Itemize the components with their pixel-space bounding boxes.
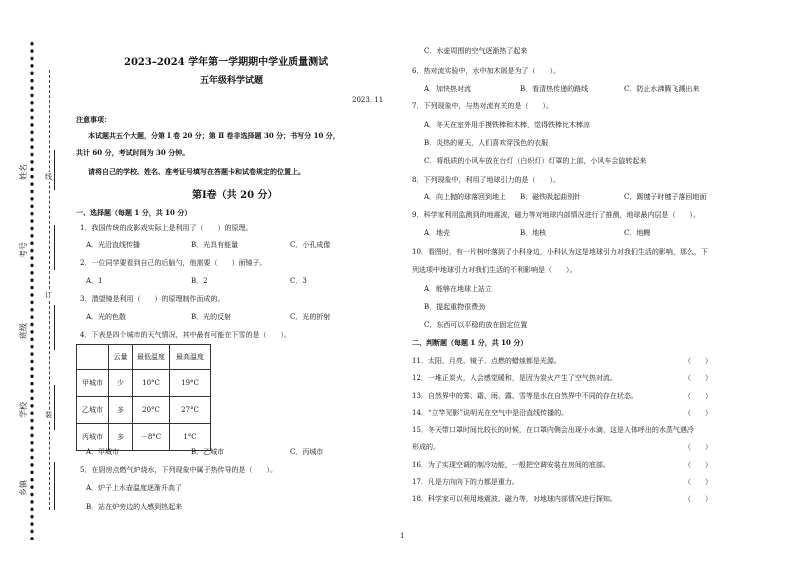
judge-item-14: 14．“立竿见影”说明光在空气中是沿直线传播的。 bbox=[412, 409, 569, 417]
answer-bracket: （ ） bbox=[684, 392, 712, 400]
notes-line-3: 请将自己的学校、姓名、准考证号填写在答题卡和试卷规定的位置上。 bbox=[88, 167, 305, 176]
q5-option-b: B．站在炉旁边的人感到热起来 bbox=[86, 503, 183, 511]
notes-line-2: 共计 60 分，考试时间为 30 分钟。 bbox=[76, 148, 190, 157]
q5-stem: 5．在厨房点燃气炉烧水，下列现象中属于热传导的是（ ）。 bbox=[80, 466, 277, 474]
table-cell: 多 bbox=[109, 424, 133, 451]
q10-stem-line-1: 10．看图时，有一片树叶落到了小科身边，小科认为这是地球引力对我们生活的影响，那么，下 bbox=[412, 248, 708, 256]
answer-bracket: （ ） bbox=[684, 374, 712, 382]
q2-stem: 2．一位同学要看到自己的后脑勺，他需要（ ）面镜子。 bbox=[80, 259, 267, 267]
judge-item-18: 18．科学家可以利用地震波、磁力等，对地球内部情况进行探知。 bbox=[412, 495, 617, 503]
name-label: 姓名 bbox=[19, 164, 28, 180]
table-cell: 丙城市 bbox=[77, 424, 109, 451]
q8-option-c: C．踢毽子时毽子落回地面 bbox=[624, 193, 707, 201]
table-cell: 27°C bbox=[170, 397, 211, 424]
table-row bbox=[77, 370, 211, 397]
answer-bracket: （ ） bbox=[684, 478, 712, 486]
table-header-cell: 最高温度 bbox=[170, 345, 211, 370]
cut-mark-line: 线 bbox=[45, 173, 52, 181]
judge-item-13: 13．自然界中的雾、霜、雨、露、雪等是水在自然界中不同的存在状态。 bbox=[412, 392, 638, 400]
q6-option-a: A．加快热对流 bbox=[424, 85, 472, 93]
q4-stem: 4．下表是四个城市的天气情况，其中最有可能在下雪的是（ ）。 bbox=[80, 331, 291, 339]
q7-stem: 7．下列现象中，与热对流有关的是（ ）。 bbox=[412, 102, 553, 110]
exam-number-underline bbox=[54, 225, 55, 270]
q3-option-c: C．光的折射 bbox=[290, 313, 331, 321]
answer-bracket: （ ） bbox=[684, 357, 712, 365]
q6-stem: 6．热对流实验中，水中加木屑是为了（ ）。 bbox=[412, 67, 560, 75]
table-cell: 多 bbox=[109, 397, 133, 424]
q8-stem: 8．下列现象中，利用了地球引力的是（ ）。 bbox=[412, 176, 560, 184]
table-header-cell: 最低温度 bbox=[133, 345, 170, 370]
q8-option-b: B．磁铁吸起曲别针 bbox=[520, 193, 582, 201]
judge-item-16: 16．为了实现空调的制冷功能，一般把空调安装在房间的底部。 bbox=[412, 461, 610, 469]
table-cell: 少 bbox=[109, 370, 133, 397]
q7-option-c: C．将纸质的小风车放在台灯（白炽灯）灯罩的上部，小风车会旋转起来 bbox=[424, 157, 647, 165]
table-row bbox=[77, 397, 211, 424]
q4-option-c: C．丙城市 bbox=[290, 448, 324, 456]
notes-line-1: 本试题共五个大题，分第 Ⅰ 卷 20 分；第 Ⅱ 卷非选择题 30 分；书写分 10 分， bbox=[88, 131, 340, 140]
q1-option-b: B．光具有能量 bbox=[191, 241, 239, 249]
class-label: 班级 bbox=[19, 323, 28, 339]
q1-option-c: C．小孔成像 bbox=[290, 241, 331, 249]
q5-option-c: C．水壶周围的空气逐渐热了起来 bbox=[424, 47, 528, 55]
exam-date: 2023. 11 bbox=[352, 96, 384, 104]
notes-heading: 注意事项： bbox=[76, 115, 111, 124]
q1-stem: 1．我国传统的皮影戏实际上是利用了（ ）的原理。 bbox=[80, 224, 253, 232]
cut-mark-pack: 装 bbox=[45, 411, 52, 419]
table-header-cell bbox=[77, 345, 109, 370]
judge-item-15: 15．冬天带口罩时间比较长的时候，在口罩内侧会出现小水滴，这是人体呼出的水蒸气遇冷 bbox=[412, 426, 694, 434]
school-label: 学校 bbox=[19, 402, 28, 418]
table-header-row bbox=[77, 345, 211, 370]
table-header-cell: 云量 bbox=[109, 345, 133, 370]
binding-dots bbox=[28, 40, 36, 540]
q8-option-a: A．向上抛的球落回到地上 bbox=[424, 193, 507, 201]
table-cell: 1°C bbox=[170, 424, 211, 451]
judge-item-17: 17．凡是方向向下的力都是重力。 bbox=[412, 478, 519, 486]
page-number: 1 bbox=[400, 532, 405, 540]
q7-option-b: B．炎热的夏天，人们喜欢穿浅色的衣服 bbox=[424, 139, 549, 147]
answer-bracket: （ ） bbox=[684, 461, 712, 469]
judge-item-11: 11．太阳、月亮、镜子、点燃的蜡烛都是光源。 bbox=[412, 357, 561, 365]
q4-option-b: B．乙城市 bbox=[191, 448, 225, 456]
q6-option-b: B．看清热传递的路线 bbox=[520, 85, 589, 93]
answer-bracket: （ ） bbox=[684, 409, 712, 417]
township-label: 乡镇 bbox=[19, 480, 28, 496]
q9-stem: 9．科学家利用监测到的地震波，磁力等对地球内部情况进行了推测，地球最内层是（ ）。 bbox=[412, 211, 700, 219]
table-cell: 乙城市 bbox=[77, 397, 109, 424]
exam-number-label: 考号 bbox=[19, 242, 28, 258]
q10-option-a: A．能够在地球上站立 bbox=[424, 285, 493, 293]
q3-option-a: A．光的色散 bbox=[86, 313, 127, 321]
table-cell: －8°C bbox=[133, 424, 170, 451]
township-underline bbox=[54, 462, 55, 510]
q5-option-a: A．炉子上水壶温度逐渐升高了 bbox=[86, 484, 183, 492]
binding-strip bbox=[0, 0, 70, 561]
q2-option-a: A．1 bbox=[86, 277, 103, 285]
answer-bracket: （ ） bbox=[684, 495, 712, 503]
judge-item-12: 12．一堆正炭火，人会感觉暖和，是因为炭火产生了空气热对流。 bbox=[412, 374, 617, 382]
q9-option-b: B．地核 bbox=[520, 229, 547, 237]
q3-stem: 3．潜望镜是利用（ ）的原理制作而成的。 bbox=[80, 295, 225, 303]
cut-mark-bind: 订 bbox=[45, 291, 52, 299]
table-cell: 20°C bbox=[133, 397, 170, 424]
q9-option-c: C．地幔 bbox=[624, 229, 651, 237]
exam-title: 2023–2024 学年第一学期期中学业质量测试 bbox=[124, 57, 329, 68]
q1-option-a: A．光沿直线传播 bbox=[86, 241, 141, 249]
q3-option-b: B．光的反射 bbox=[191, 313, 232, 321]
table-cell: 甲城市 bbox=[77, 370, 109, 397]
section-2-heading: 二、判断题（每题 1 分，共 10 分） bbox=[412, 338, 528, 347]
q4-option-a: A．甲城市 bbox=[86, 448, 120, 456]
weather-table bbox=[76, 344, 211, 451]
q10-stem-line-2: 列选项中地球引力对我们生活的不利影响是（ ）。 bbox=[412, 266, 577, 274]
exam-subtitle: 五年级科学试题 bbox=[200, 76, 264, 86]
q6-option-c: C．防止水沸腾飞溅出来 bbox=[624, 85, 700, 93]
table-row bbox=[77, 424, 211, 451]
q2-option-c: C．3 bbox=[290, 277, 307, 285]
judge-item-15-cont: 形成的。 bbox=[412, 443, 440, 451]
section-1-heading: 一、选择题（每题 1 分，共 10 分） bbox=[76, 208, 192, 217]
name-underline bbox=[54, 150, 55, 190]
q10-option-c: C．东西可以平稳的放在固定位置 bbox=[424, 321, 528, 329]
q9-option-a: A．地壳 bbox=[424, 229, 451, 237]
q7-option-a: A．冬天在室外用手摸铁棒和木棒，觉得铁棒比木棒凉 bbox=[424, 121, 591, 129]
school-underline bbox=[54, 385, 55, 430]
table-cell: 19°C bbox=[170, 370, 211, 397]
part-1-title: 第Ⅰ卷（共 20 分） bbox=[192, 190, 278, 201]
q2-option-b: B．2 bbox=[191, 277, 208, 285]
class-underline bbox=[54, 305, 55, 350]
answer-bracket: （ ） bbox=[684, 443, 712, 451]
table-cell: 10°C bbox=[133, 370, 170, 397]
q10-option-b: B．提起重物很费劲 bbox=[424, 303, 486, 311]
